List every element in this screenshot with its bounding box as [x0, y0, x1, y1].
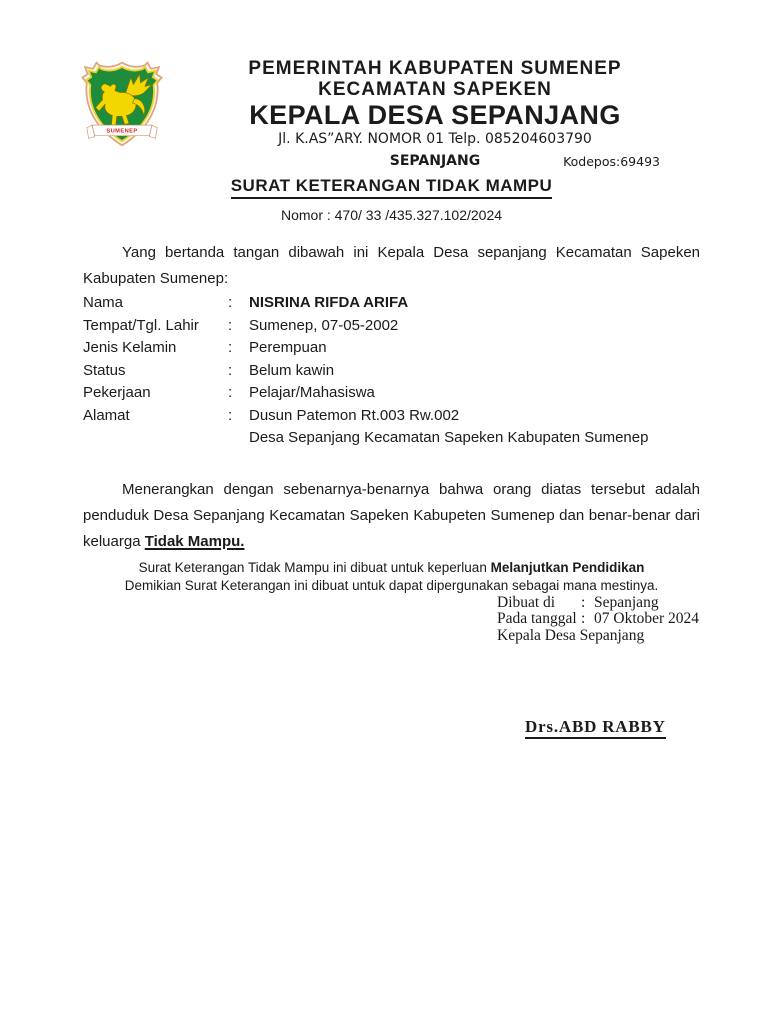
field-value: Pelajar/Mahasiswa	[249, 384, 375, 401]
purpose-emphasis: Melanjutkan Pendidikan	[490, 559, 645, 575]
field-label: Jenis Kelamin	[83, 339, 177, 356]
field-value: Dusun Patemon Rt.003 Rw.002	[249, 406, 460, 424]
field-colon: :	[228, 339, 233, 356]
field-label: Status	[83, 361, 126, 379]
district-line: KECAMATAN SAPEKEN	[318, 79, 552, 100]
field-label: Nama	[83, 294, 124, 311]
place-colon: :	[581, 594, 586, 611]
place-value: Sepanjang	[594, 594, 659, 611]
purpose-text: Surat Keterangan Tidak Mampu ini dibuat untuk keperluan	[138, 559, 491, 575]
closing-line: Demikian Surat Keterangan ini dibuat untuk dapat dipergunakan sebagai mana mestinya.	[124, 577, 659, 593]
address-line: Jl. K.AS”ARY. NOMOR 01 Telp. 085204603790	[278, 131, 592, 147]
field-row-jenis-kelamin	[83, 337, 700, 360]
postal-code: Kodepos:69493	[563, 154, 660, 169]
seal-banner-text: SUMENEP	[106, 128, 138, 135]
field-value: NISRINA RIFDA ARIFA	[249, 294, 409, 311]
field-value: Belum kawin	[249, 361, 335, 379]
date-colon: :	[581, 610, 586, 628]
field-label: Pekerjaan	[83, 384, 151, 401]
field-label: Tempat/Tgl. Lahir	[83, 316, 199, 334]
place-label: Dibuat di	[497, 594, 556, 611]
office-line: KEPALA DESA SEPANJANG	[249, 100, 621, 130]
statement-text: Menerangkan dengan sebenarnya-benarnya bahwa orang diatas tersebut adalah penduduk Desa Sepanjang Kecamatan Sapeken Kabupeten Sumenep dan benar-benar dari keluarga	[83, 480, 700, 550]
signature-block	[497, 595, 699, 644]
city-label: SEPANJANG	[389, 153, 481, 169]
field-row-status	[83, 360, 700, 383]
document-title: SURAT KETERANGAN TIDAK MAMPU	[231, 176, 553, 199]
signature-date-row	[497, 611, 699, 627]
field-colon: :	[228, 294, 233, 311]
field-colon: :	[228, 361, 233, 379]
letterhead-text	[170, 58, 700, 169]
field-row-alamat	[83, 405, 700, 428]
date-value: 07 Oktober 2024	[594, 610, 700, 628]
field-value-alamat-line2: Desa Sepanjang Kecamatan Sapeken Kabupaten Sumenep	[249, 429, 649, 446]
field-row-nama	[83, 292, 700, 315]
purpose-block	[83, 559, 700, 595]
field-label: Alamat	[83, 406, 130, 424]
document-body	[83, 240, 700, 595]
government-line: PEMERINTAH KABUPATEN SUMENEP	[248, 58, 622, 79]
purpose-line	[83, 559, 700, 577]
statement-emphasis: Tidak Mampu.	[144, 532, 245, 550]
field-row-ttl	[83, 315, 700, 338]
city-postal-line	[170, 152, 700, 169]
statement-paragraph	[83, 477, 700, 555]
field-value: Sumenep, 07-05-2002	[249, 316, 399, 334]
signature-place-row	[497, 595, 699, 611]
field-colon: :	[228, 384, 233, 401]
signatory-name: Drs.ABD RABBY	[525, 717, 666, 739]
title-block	[83, 176, 700, 223]
document-number: Nomor : 470/ 33 /435.327.102/2024	[280, 207, 503, 223]
regency-seal-logo	[76, 60, 168, 148]
field-colon: :	[228, 316, 233, 334]
letterhead	[0, 58, 768, 169]
identity-fields	[83, 292, 700, 450]
intro-paragraph: Yang bertanda tangan dibawah ini Kepala Desa sepanjang Kecamatan Sapeken Kabupaten Sumenep:	[83, 244, 700, 287]
signatory-role: Kepala Desa Sepanjang	[497, 626, 645, 644]
field-value: Perempuan	[249, 339, 327, 356]
date-label: Pada tanggal	[497, 610, 577, 628]
field-colon: :	[228, 406, 233, 424]
field-row-pekerjaan	[83, 382, 700, 405]
